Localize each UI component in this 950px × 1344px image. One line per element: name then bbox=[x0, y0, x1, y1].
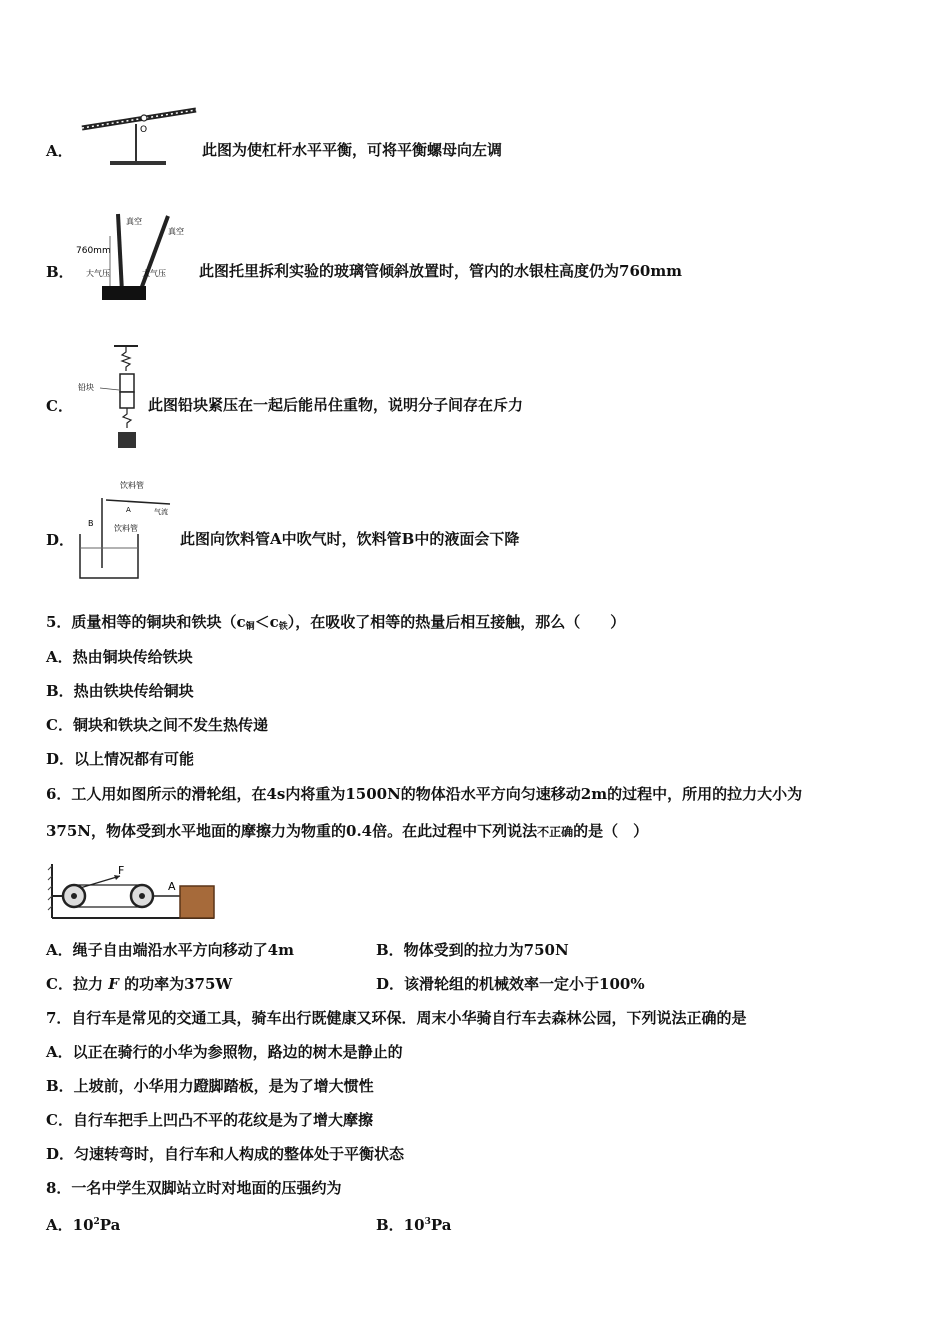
block-a bbox=[180, 886, 214, 918]
straw-side-label: 饮料管 bbox=[114, 524, 138, 533]
q7-option-d: D．匀速转弯时，自行车和人构成的整体处于平衡状态 bbox=[46, 1145, 405, 1163]
q5-option-b: B．热由铁块传给铜块 bbox=[46, 682, 194, 700]
q5-sub-iron: 铁 bbox=[278, 622, 288, 632]
straw-b-label: B bbox=[88, 519, 94, 528]
q4-option-a-label: A． bbox=[46, 142, 73, 160]
q5-option-a: A．热由铜块传给铁块 bbox=[46, 648, 193, 666]
q6-option-b: B．物体受到的拉力为750N bbox=[376, 941, 569, 959]
lead-block-bottom bbox=[120, 392, 134, 408]
q5-option-c: C．铜块和铁块之间不发生热传递 bbox=[46, 716, 268, 734]
straw-a-label: A bbox=[126, 506, 131, 514]
torricelli-figure bbox=[76, 210, 188, 302]
q6-stem2-pre: 375N，物体受到水平地面的摩擦力为物重的0.4倍。在此过程中下列说法 bbox=[46, 822, 538, 840]
lever-figure bbox=[78, 100, 202, 172]
q6-stem2-emph: 不正确 bbox=[537, 825, 574, 839]
q8-option-b-pre: B．10 bbox=[376, 1216, 425, 1234]
block-a-label: A bbox=[168, 880, 176, 893]
hanging-weight bbox=[118, 432, 136, 448]
q8-option-b-exp: 3 bbox=[424, 1217, 431, 1227]
straw-figure bbox=[76, 476, 180, 584]
atm-label-2: 大气压 bbox=[142, 269, 166, 278]
q6-option-a: A．绳子自由端沿水平方向移动了4m bbox=[46, 941, 294, 959]
spring-bottom bbox=[123, 408, 131, 428]
q8-option-a-unit: Pa bbox=[99, 1216, 121, 1234]
tube-vertical bbox=[118, 214, 122, 292]
q5-stem-mid: ＜c bbox=[254, 613, 279, 631]
q7-option-c: C．自行车把手上凹凸不平的花纹是为了增大摩擦 bbox=[46, 1111, 373, 1129]
q6-stem2-post: 的是（ ） bbox=[573, 822, 649, 840]
q6-option-c-pre: C．拉力 bbox=[46, 975, 103, 993]
q8-option-b-unit: Pa bbox=[430, 1216, 452, 1234]
q7-option-b: B．上坡前，小华用力蹬脚踏板，是为了增大惯性 bbox=[46, 1077, 374, 1095]
airflow-label: 气流 bbox=[154, 508, 168, 516]
q5-option-d: D．以上情况都有可能 bbox=[46, 750, 195, 768]
q8-option-a-pre: A．10 bbox=[46, 1216, 94, 1234]
vacuum-label-1: 真空 bbox=[126, 217, 142, 226]
q8-option-a-exp: 2 bbox=[93, 1217, 100, 1227]
straw-top-label: 饮料管 bbox=[120, 481, 144, 490]
q4-option-d-text: 此图向饮料管A中吹气时，饮料管B中的液面会下降 bbox=[180, 530, 520, 548]
q6-option-d: D．该滑轮组的机械效率一定小于100% bbox=[376, 975, 645, 993]
q6-option-c-post: 的功率为375W bbox=[124, 975, 233, 993]
q4-option-c-text: 此图铅块紧压在一起后能吊住重物，说明分子间存在斥力 bbox=[148, 396, 524, 414]
height-label: 760mm bbox=[76, 246, 111, 256]
lever-pivot-label: O bbox=[140, 125, 148, 135]
lever-beam bbox=[82, 110, 196, 128]
q4-option-c-label: C． bbox=[46, 397, 73, 415]
q6-option-c bbox=[46, 974, 232, 994]
force-f-label: F bbox=[118, 864, 125, 877]
fixed-pulley-axle bbox=[71, 893, 77, 899]
q7-option-a: A．以正在骑行的小华为参照物，路边的树木是静止的 bbox=[46, 1043, 403, 1061]
pulley-figure bbox=[46, 860, 216, 924]
beaker bbox=[80, 534, 138, 578]
q5-stem bbox=[46, 612, 625, 637]
mercury-dish bbox=[102, 286, 146, 300]
tube-tilted bbox=[140, 216, 168, 292]
q8-option-b bbox=[376, 1212, 451, 1235]
straw-a bbox=[106, 500, 170, 504]
lead-block-label: 铅块 bbox=[78, 383, 94, 392]
q4-option-b-label: B． bbox=[46, 263, 74, 281]
pull-rope bbox=[80, 876, 120, 888]
lead-block-figure bbox=[76, 342, 148, 452]
q4-option-d-label: D． bbox=[46, 531, 75, 549]
q4-option-a-text: 此图为使杠杆水平平衡，可将平衡螺母向左调 bbox=[202, 141, 503, 159]
q6-stem-line1: 6．工人用如图所示的滑轮组，在4s内将重为1500N的物体沿水平方向匀速移动2m的过程中，所用的拉力大小为 bbox=[46, 785, 803, 803]
q6-stem-line2 bbox=[46, 821, 648, 842]
q5-stem-post: ），在吸收了相等的热量后相互接触，那么（ ） bbox=[287, 613, 626, 631]
q6-option-c-f: F bbox=[108, 975, 119, 993]
q5-stem-pre: 5．质量相等的铜块和铁块（c bbox=[46, 613, 246, 631]
q8-option-a bbox=[46, 1212, 120, 1235]
q8-stem: 8．一名中学生双脚站立时对地面的压强约为 bbox=[46, 1179, 342, 1197]
atm-label-1: 大气压 bbox=[86, 269, 110, 278]
q5-sub-copper: 铜 bbox=[245, 622, 255, 632]
lead-block-top bbox=[120, 374, 134, 392]
spring-top bbox=[122, 346, 130, 371]
movable-pulley-axle bbox=[139, 893, 145, 899]
lever-pivot-icon bbox=[141, 115, 147, 121]
q4-option-b-text: 此图托里拆利实验的玻璃管倾斜放置时，管内的水银柱高度仍为760mm bbox=[199, 262, 683, 280]
lever-base bbox=[110, 161, 166, 165]
q7-stem: 7．自行车是常见的交通工具，骑车出行既健康又环保．周末小华骑自行车去森林公园，下列说法正确的是 bbox=[46, 1009, 747, 1027]
vacuum-label-2: 真空 bbox=[168, 227, 184, 236]
lead-label-pointer bbox=[100, 388, 119, 390]
